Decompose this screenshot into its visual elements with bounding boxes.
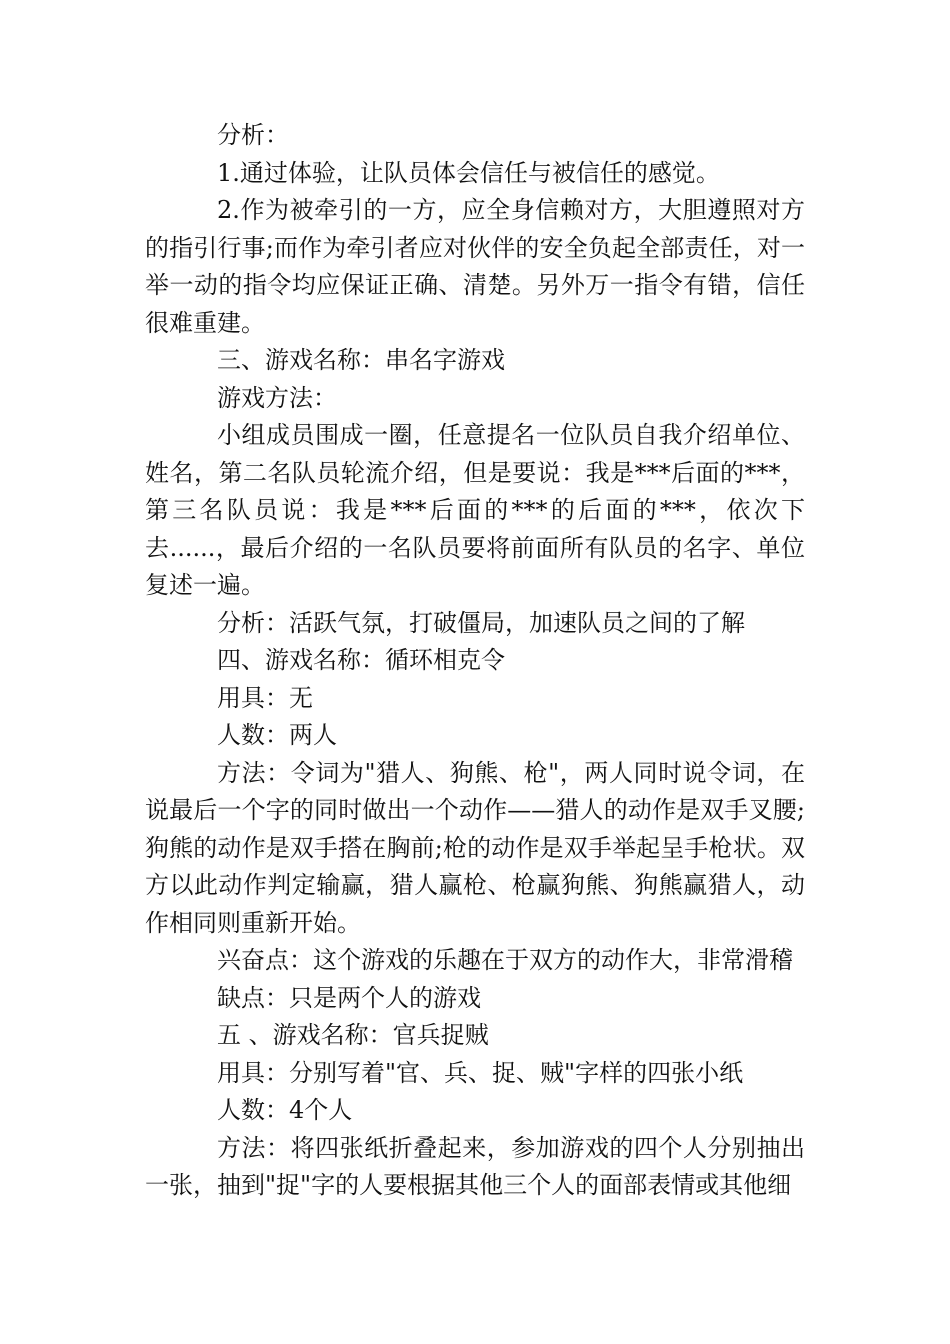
section-heading-game-3: 三、游戏名称：串名字游戏 — [217, 346, 505, 374]
paragraph-analysis-point-2: 2.作为被牵引的一方，应全身信赖对方，大胆遵照对方的指引行事;而作为牵引者应对伙伴的安全负起全部责任，对一举一动的指令均应保证正确、清楚。另外万一指令有错，信任很难重建。 — [145, 196, 805, 337]
section-heading-game-5: 五 、游戏名称：官兵捉贼 — [217, 1021, 489, 1049]
section-heading-game-4: 四、游戏名称：循环相克令 — [217, 646, 505, 674]
paragraph-analysis-point-1: 1.通过体验，让队员体会信任与被信任的感觉。 — [217, 158, 720, 187]
paragraph-analysis-heading: 分析： — [217, 121, 289, 149]
paragraph-game-4-drawback: 缺点：只是两个人的游戏 — [217, 983, 481, 1012]
paragraph-game-method-heading: 游戏方法： — [217, 383, 337, 412]
paragraph-game-4-players: 人数：两人 — [217, 721, 337, 749]
paragraph-game-3-method: 小组成员围成一圈，任意提名一位队员自我介绍单位、姓名，第二名队员轮流介绍，但是要说：我是***后面的***，第三名队员说：我是***后面的***的后面的***，依次下去......，最后介绍的一名队员要将前面所有队员的名字、单位复述一遍。 — [145, 421, 805, 599]
paragraph-game-5-method: 方法：将四张纸折叠起来，参加游戏的四个人分别抽出一张，抽到"捉"字的人要根据其他三个人的面部表情或其他细 — [145, 1133, 805, 1199]
paragraph-game-4-highlight: 兴奋点：这个游戏的乐趣在于双方的动作大，非常滑稽 — [217, 946, 793, 974]
document-body — [145, 117, 805, 1205]
paragraph-game-5-players: 人数：4个人 — [217, 1096, 353, 1124]
paragraph-game-4-method: 方法：令词为"猎人、狗熊、枪"，两人同时说令词，在说最后一个字的同时做出一个动作——猎人的动作是双手叉腰;狗熊的动作是双手搭在胸前;枪的动作是双手举起呈手枪状。双方以此动作判定输赢，猎人赢枪、枪赢狗熊、狗熊赢猎人，动作相同则重新开始。 — [145, 758, 805, 937]
paragraph-game-5-tools: 用具：分别写着"官、兵、捉、贼"字样的四张小纸 — [217, 1058, 744, 1087]
paragraph-game-3-analysis: 分析：活跃气氛，打破僵局，加速队员之间的了解 — [217, 608, 745, 637]
paragraph-game-4-tools: 用具：无 — [217, 683, 313, 712]
